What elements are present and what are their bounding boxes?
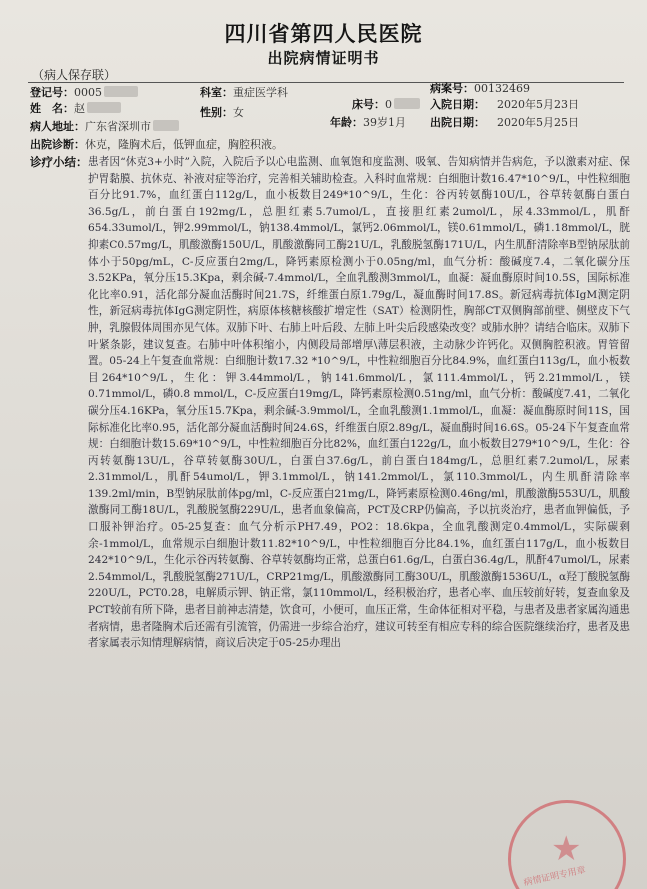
- discharge-date-value: 2020年5月25日: [497, 116, 579, 129]
- reg-no-label: 登记号：: [30, 86, 74, 99]
- hospital-name: 四川省第四人民医院: [224, 22, 423, 46]
- treatment-summary: [30, 154, 630, 652]
- discharge-date-label: 出院日期：: [430, 116, 485, 129]
- bed-field: [352, 96, 420, 112]
- bed-value: 0: [385, 98, 392, 111]
- age-value: 39岁1月: [363, 116, 406, 129]
- seal-star-icon: ★: [551, 829, 582, 869]
- dept-label: 科室：: [200, 86, 233, 99]
- document-title: 出院病情证明书: [267, 49, 380, 67]
- diagnosis-field: [30, 136, 283, 152]
- redacted-block: [87, 102, 121, 113]
- name-value: 赵: [74, 102, 85, 115]
- reg-no-field: [30, 84, 138, 100]
- bed-label: 床号：: [352, 98, 385, 111]
- diagnosis-value: 休克，隆胸术后，低钾血症，胸腔积液。: [85, 138, 283, 151]
- admit-date-label: 入院日期：: [430, 98, 485, 111]
- discharge-date-field: [430, 114, 579, 130]
- redacted-block: [153, 120, 179, 131]
- summary-text: 患者因“休克3+小时”入院，入院后予以心电监测、血氧饱和度监测、吸氧、告知病情并告病危，予以激素对症、保护胃黏膜、抗休克、补液对症等治疗，完善相关辅助检查。入科时血常规：白细胞计数16.47*10^9/L，中性粒细胞百分比91.7%，血红蛋白112g/L，血小板数目249*10^9/L，生化：谷丙转氨酶10U/L，谷草转氨酶白蛋白36.5g/L，前白蛋白192mg/L，总胆红素5.7umol/L，直接胆红素2umol/L，尿4.33mmol/L，肌酐654.33umol/L，钾2.99mmol/L，钠138.4mmol/L，氯钙2.06mmol/L，镁0.61mmol/L，磷1.18mmol/L，胱抑素C0.57mg/L，肌酸激酶150U/L，肌酸激酶同工酶21U/L，乳酸脱氢酶171U/L，内生肌酐清除率B型钠尿肽前体小于50pg/mL，C-反应蛋白2mg/L，降钙素原检测小于0.05ng/ml，血气分析：酸碱度7.4，二氧化碳分压3.52KPa，氧分压15.3Kpa，剩余碱-7.4mmol/L，全血乳酸测3mmol/L，血凝：凝血酶原时间10.5S，国际标准化比率0.91，活化部分凝血活酶时间21.7S，纤维蛋白原1.79g/L，凝血酶时间17.8S。新冠病毒抗体IgM测定阴性，新冠病毒抗体IgG测定阴性，病原体核糖核酸扩增定性（SAT）检测阴性，胸部CT双侧胸部前壁、侧壁皮下气肿，乳腺假体周围亦见气体。双肺下叶、右肺上叶后段、左肺上叶尖后段感染改变？或肺水肿？请结合临床。双肺下叶紧条影，建议复查。右肺中叶体积缩小，内侧段局部增厚\薄层积液，主动脉少许钙化。双侧胸腔积液。胃管留置。05-24上午复查血常规：白细胞计数17.32 *10^9/L，中性粒细胞百分比84.9%，血红蛋白113g/L，血小板数目264*10^9/L，生化：钾3.44mmol/L，钠141.6mmol/L，氯111.4mmol/L，钙2.21mmol/L，镁0.71mmol/L，磷0.8 mmol/L，C-反应蛋白19mg/L，降钙素原检测0.51ng/ml，血气分析：酸碱度7.41，二氧化碳分压4.16KPa，氧分压15.7Kpa，剩余碱-3.9mmol/L，全血乳酸测1.1mmol/L，血凝：凝血酶原时间11S，国际标准化比率0.95，活化部分凝血活酶时间24.6S，纤维蛋白原2.89g/L，凝血酶时间16.6S。05-24下午复查血常规：白细胞计数15.69*10^9/L，中性粒细胞百分比82%，血红蛋白122g/L，血小板数目279*10^9/L，生化：谷丙转氨酶13U/L，谷草转氨酶30U/L，白蛋白37.6g/L，前白蛋白184mg/L，总胆红素7.2umol/L，尿素2.31mmol/L，肌酐54umol/L，钾3.1mmol/L，钠141.2mmol/L，氯110.3mmol/L，内生肌酐清除率139.2ml/min，B型钠尿肽前体pg/ml，C-反应蛋白21mg/L，降钙素原检测0.46ng/ml，肌酸激酶553U/L，肌酸激酶同工酶18U/L，乳酸脱氢酶229U/L，患者血象偏高，PCT及CRP仍偏高，予以抗炎治疗，患者血钾偏低，予口服补钾治疗。05-25复查：血气分析示PH7.49，PO2：18.6kpa，全血乳酸测定0.4mmol/L，实际碳剩余-1mmol/L，血常规示白细胞计数11.82*10^9/L，中性粒细胞百分比84.1%，血红蛋白117g/L，血小板数目242*10^9/L，生化示谷丙转氨酶、谷草转氨酶均正常，总蛋白61.6g/L，白蛋白36.4g/L，肌酐47umol/L，尿素2.54mmol/L，乳酸脱氢酶271U/L，CRP21mg/L，肌酸激酶同工酶30U/L，肌酸激酶1536U/L，α羟丁酸脱氢酶220U/L，PCT0.28，电解质示钾、钠正常，氯110mmol/L，经积极治疗，患者心率、血压较前好转，复查血象及PCT较前有所下降，患者目前神志清楚，饮食可，小便可，血压正常，生命体征相对平稳，与患者及患者家属沟通患者病情，患者隆胸术后还需有引流管，仍需进一步综合治疗，建议可转至有相应专科的综合医院继续治疗，患者及患者家属表示知情理解病情，商议后决定于05-25办理出: [88, 156, 630, 650]
- admit-date-field: [430, 96, 579, 112]
- admit-date-value: 2020年5月23日: [497, 98, 579, 111]
- dept-value: 重症医学科: [233, 86, 288, 99]
- case-no-label: 病案号：: [430, 82, 474, 95]
- address-value: 广东省深圳市: [85, 120, 151, 133]
- age-label: 年龄：: [330, 116, 363, 129]
- dept-field: [200, 84, 288, 100]
- name-label: 姓 名：: [30, 102, 74, 115]
- age-field: [330, 114, 406, 130]
- diagnosis-label: 出院诊断：: [30, 138, 85, 151]
- case-no-field: [430, 80, 530, 96]
- redacted-block: [394, 98, 420, 109]
- gender-value: 女: [233, 106, 244, 119]
- gender-field: [200, 104, 244, 120]
- name-field: [30, 100, 121, 116]
- gender-label: 性别：: [200, 106, 233, 119]
- redacted-block: [104, 86, 138, 97]
- summary-label: 诊疗小结：: [30, 155, 88, 169]
- copy-label: （病人保存联）: [32, 68, 117, 82]
- hospital-seal: [508, 800, 626, 889]
- case-no-value: 00132469: [474, 82, 530, 95]
- address-label: 病人地址：: [30, 120, 85, 133]
- header-divider: [28, 82, 624, 83]
- address-field: [30, 118, 179, 134]
- reg-no-value: 0005: [74, 86, 102, 99]
- seal-text: 病情证明专用章: [522, 865, 587, 889]
